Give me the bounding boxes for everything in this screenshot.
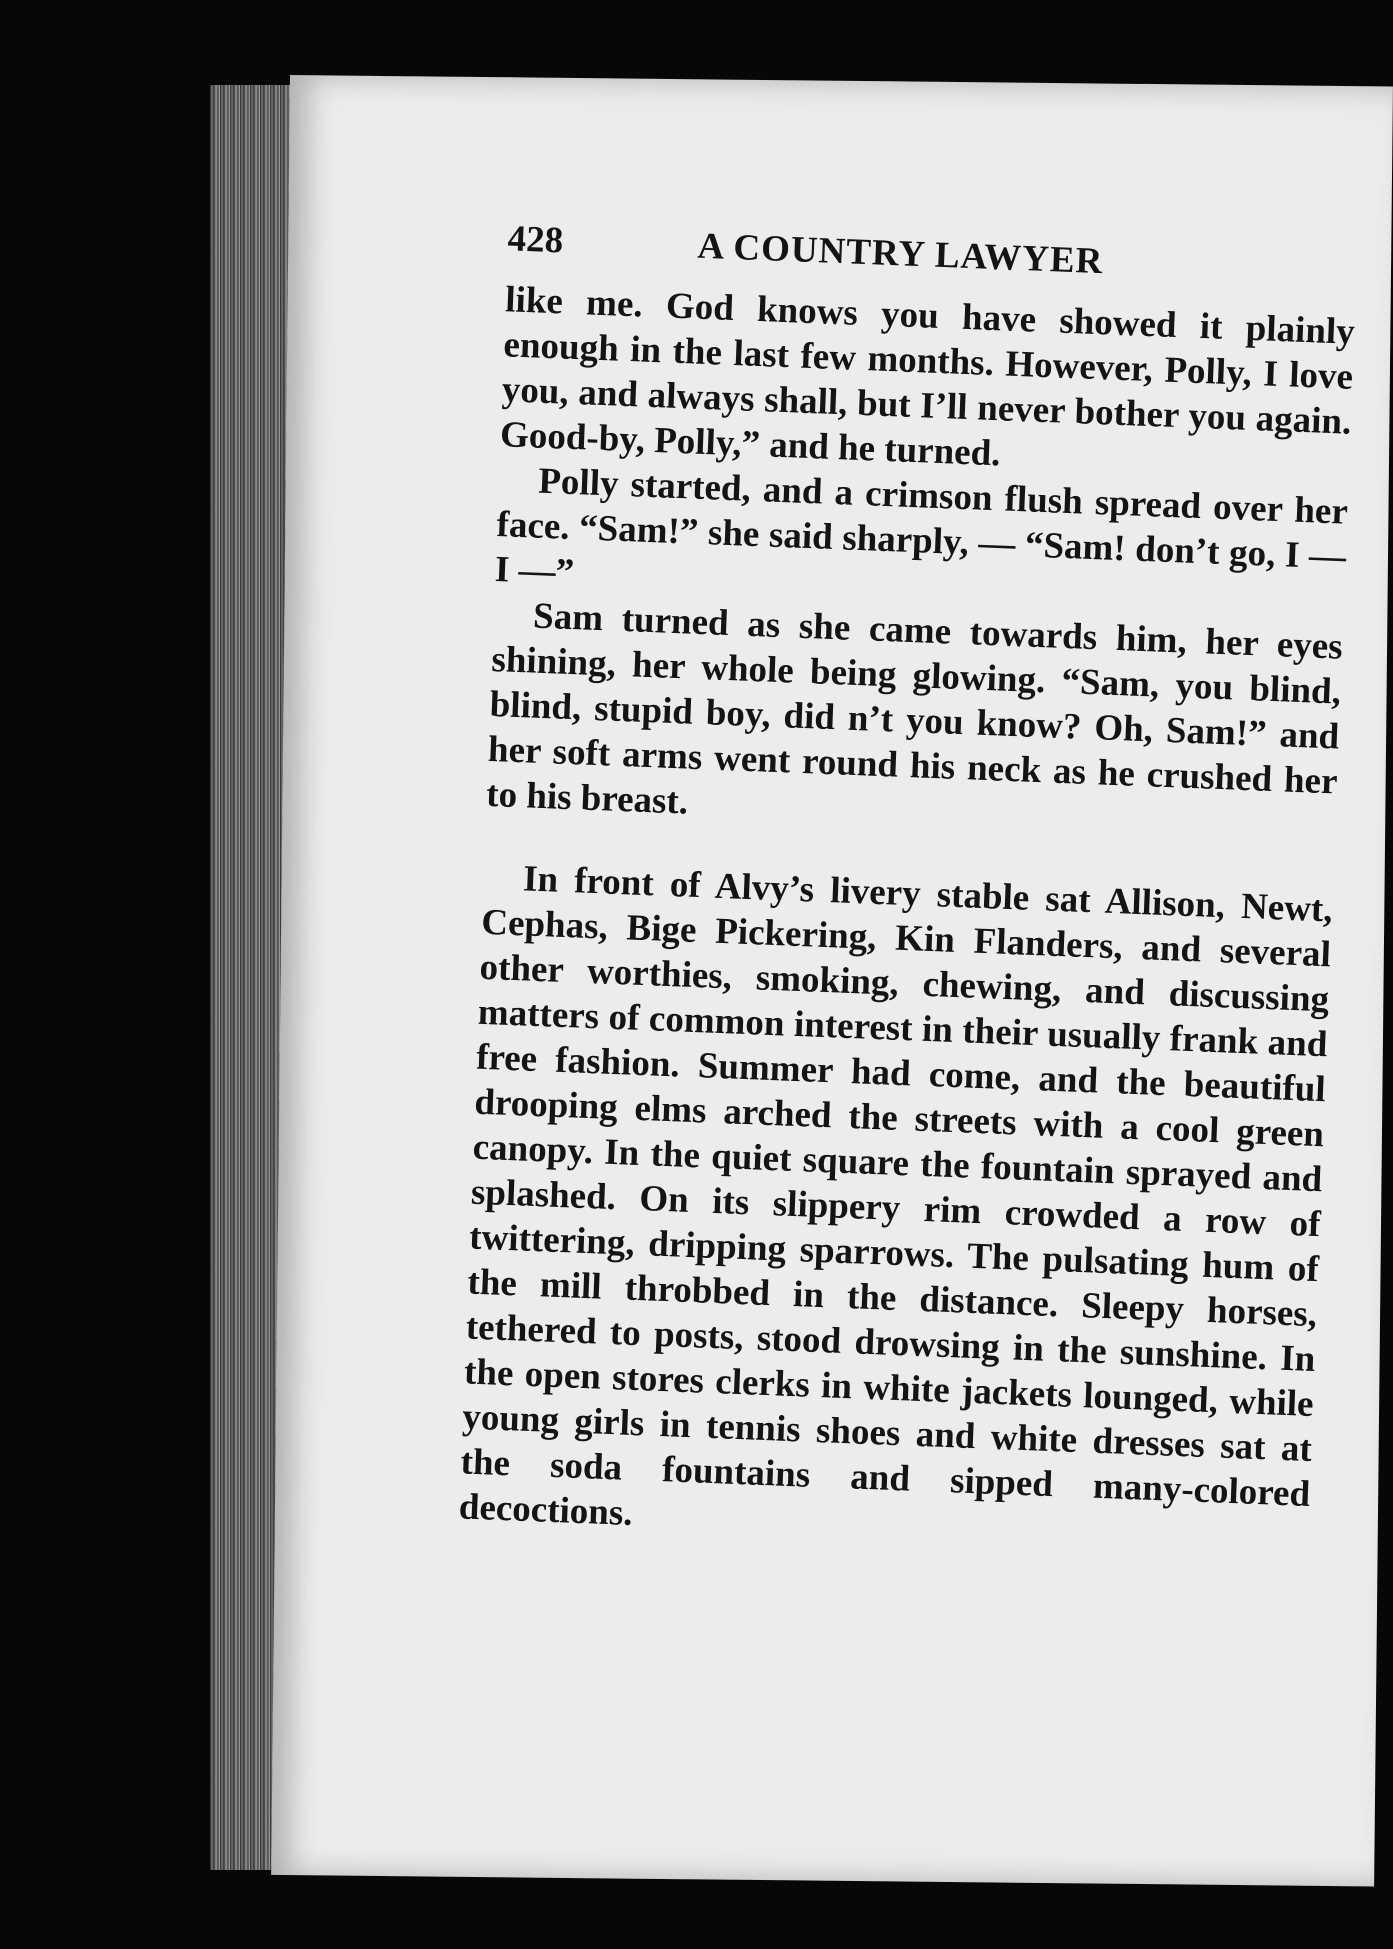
- text-block: [458, 217, 1358, 1562]
- page-number: 428: [506, 218, 564, 262]
- paragraph-2: Polly started, and a crimson flush spread over her face. “Sam!” she said sharply, — “Sam! don’t go, I — I —”: [494, 460, 1349, 594]
- paragraph-4: In front of Alvy’s livery stable sat Allison, Newt, Cephas, Bige Pickering, Kin Flanders, and several other worthies, smoking, chewing, and discussing matters of common interest in their usually frank and free fashion. Summer had come, and the beautiful drooping elms arched the streets with a cool green canopy. In the quiet square the fountain sprayed and splashed. On its slippery rim crowded a row of twittering, dripping sparrows. The pulsating hum of the mill throbbed in the distance. Sleepy horses, tethered to posts, stood drowsing in the sunshine. In the open stores clerks in white jackets lounged, while young girls in tennis shoes and white dresses sat at the soda fountains and sipped many-colored decoctions.: [458, 858, 1334, 1534]
- book-page: [271, 75, 1393, 1886]
- running-title: A COUNTRY LAWYER: [696, 225, 1105, 283]
- paragraph-1: like me. God knows you have showed it plainly enough in the last few months. However, Polly, I love you, and always shall, but I’ll never bother you again. Good-by, Polly,” and he turned.: [499, 279, 1356, 475]
- paragraph-3: Sam turned as she came towards him, her eyes shining, her whole being glowing. “Sam, you blind, blind, stupid boy, did n’t you know? Oh, Sam!” and her soft arms went round his neck as he crushed her to his breast.: [485, 595, 1344, 823]
